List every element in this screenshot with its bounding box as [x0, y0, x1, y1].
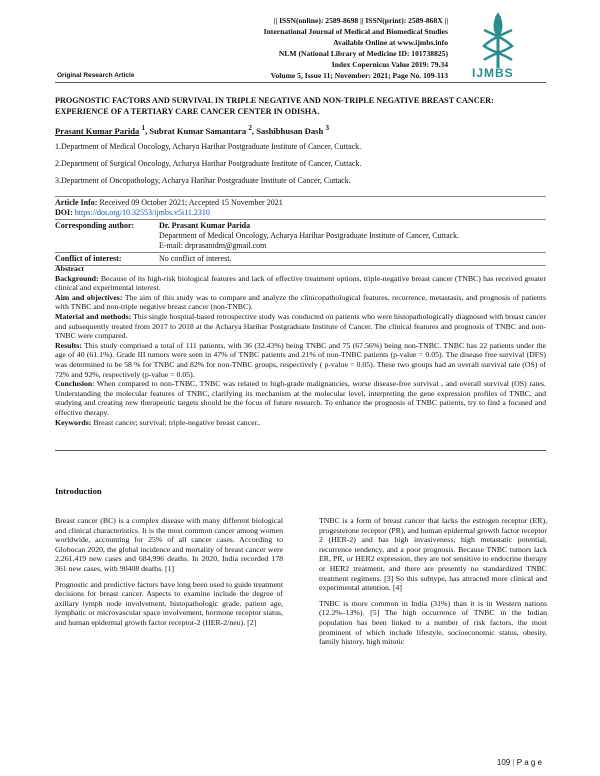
paper-title: PROGNOSTIC FACTORS AND SURVIVAL IN TRIPLE NEGATIVE AND NON-TRIPLE NEGATIVE BREAST CANCER: EXPERIENCE OF A TERTIARY CARE CANCER CENTER IN ODISHA. — [55, 96, 494, 116]
intro-right-column — [319, 516, 547, 653]
journal-name: International Journal of Medical and Biomedical Studies — [263, 27, 448, 36]
corresponding-author-row: Corresponding author: Dr. Prasant Kumar Parida Department of Medical Oncology, Acharya Harihar Postgraduate Institute of Cancer, Cuttack. E-mail: drprasantdm@gmail.com — [55, 221, 460, 250]
author-3-sup: 3 — [325, 124, 330, 132]
paragraph: TNBC is more common in India (31%) than it is in Western nations (12.2%–13%). [5] The high occurrence of TNBC in the Indian population has been linked to a number of risk factors, the most prominent of which include lifestyle, socioeconomic status, obesity, family history, high mitotic — [319, 598, 547, 647]
article-info-block — [55, 195, 546, 267]
section-heading-introduction: Introduction — [55, 486, 102, 496]
info-divider-top — [55, 196, 546, 197]
author-email[interactable]: E-mail: drprasantdm@gmail.com — [159, 241, 267, 250]
info-divider — [55, 219, 546, 220]
author-list — [55, 124, 546, 136]
volume-info: Volume 5, Issue 11; November: 2021; Page No. 109-113 — [270, 71, 448, 80]
issn-line: || ISSN(online): 2589-8698 || ISSN(print): 2589-868X || — [273, 16, 448, 25]
doi-line: DOI: https://doi.org/10.32553/ijmbs.v5i11.2310 — [55, 208, 210, 217]
index-value: Index Copernicus Value 2019: 79.34 — [331, 60, 448, 69]
page-number: 109 | P a g e — [496, 758, 542, 767]
nlm-id: NLM (National Library of Medicine ID: 101738825) — [278, 49, 448, 58]
article-type: Original Research Article — [57, 72, 135, 79]
paragraph: TNBC is a form of breast cancer that lacks the estrogen receptor (ER), progesterone receptor (PR), and human epidermal growth factor receptor 2 (HER-2) and has high invasiveness, high metastatic potential, recurrence tendency, and a poor prognosis. Because TNBC tumors lack ER, PR, or HER2 expression, they are not sensitive to endocrine therapy or HER2 treatment, and there are presently no standardized TNBC treatment regimens. [3] So this subtype, has attracted more clinical and experimental attention. [4] — [319, 516, 547, 593]
abstract-keywords: Keywords: Breast cancer; survival; triple-negative breast cancer.. — [55, 417, 261, 427]
online-url[interactable]: Available Online at www.ijmbs.info — [333, 38, 448, 47]
received-line: Article Info: Received 09 October 2021; Accepted 15 November 2021 — [55, 198, 283, 207]
abstract-aim: Aim and objectives: The aim of this study was to compare and analyze the clinicopathological features, recurrence, metastasis, and prognosis of patients with TNBC and non-triple negative breast cancer (non-TNBC). — [55, 292, 546, 312]
author-2: , Subrat Kumar Samantara — [145, 125, 247, 136]
paragraph: Breast cancer (BC) is a complex disease with many different biological and clinical characteristics. It is the most common cancer among women worldwide, accounting for 25% of all cancer cases. According to Globocan 2020, the global incidence and mortality of breast cancer were 2,261,419 new cases and 684,996 deaths. In 2020, India recorded 178 361 new cases, with 90408 deaths. [1] — [55, 516, 283, 573]
paragraph: Prognostic and predictive factors have long been used to guide treatment decisions for breast cancer. Aspects to examine include the degree of axillary lymph node involvement, histopathologic grade, patient age, lymphatic or microvascular space involvement, hormone receptor status, and human epidermal growth factor receptor-2 (HER-2/neu). [2] — [55, 579, 283, 627]
journal-header — [148, 15, 448, 81]
conflict-row: Conflict of interest: No conflict of interest. — [55, 254, 232, 263]
abstract-methods: Material and methods: This single hospital-based retrospective study was conducted on patients who were histopathologically diagnosed with breast cancer and subsequently treated from 2017 to 2018 at the Acharya Harihar Postgraduate Institute of Cancer. The clinical features and prognosis of TNBC and non-TNBC were compared. — [55, 311, 546, 341]
abstract-heading: Abstract — [55, 264, 85, 273]
info-divider-2 — [55, 252, 546, 253]
journal-logo-icon — [462, 8, 534, 72]
abstract-results: Results: This study comprised a total of 111 patients, with 36 (32.43%) being TNBC and 75 (67.56%) being non-TNBC. TNBC has 22 patients under the age of 40 (61.1%). Grade III tumors were seen in 47% of TNBC patients and 21% of non-TNBC patients (p-value = 0.05). The disease free survival (DFS) was determined to be 58 % for TNBC and 82% for non-TNBC groups, respectively ( p-value = 0.05). These two groups had an overall survival rate (OS) of 72% and 92%, respectively (p-value = 0.05). — [55, 340, 546, 379]
doi-link[interactable]: https://doi.org/10.32553/ijmbs.v5i11.2310 — [74, 208, 210, 217]
abstract-background: Background: Because of its high-risk biological features and lack of effective treatment options, triple-negative breast cancer (TNBC) has received greater clinical and experimental interest. — [55, 273, 546, 293]
author-1: Prasant Kumar Parida — [55, 125, 140, 136]
logo-text: IJMBS — [472, 66, 514, 80]
abstract-divider — [55, 450, 546, 451]
author-3: , Sashibhusan Dash — [251, 125, 324, 136]
affiliation-3: 3.Department of Oncopathology, Acharya Harihar Postgraduate Institute of Cancer, Cuttack. — [55, 176, 351, 185]
affiliation-2: 2.Department of Surgical Oncology, Acharya Harihar Postgraduate Institute of Cancer, Cuttack. — [55, 159, 362, 168]
author-2-sup: 2 — [248, 124, 252, 132]
header-divider — [55, 82, 546, 83]
intro-left-column — [55, 516, 283, 634]
abstract-section — [55, 264, 546, 427]
affiliation-1: 1.Department of Medical Oncology, Acharya Harihar Postgraduate Institute of Cancer, Cuttack. — [55, 142, 362, 151]
abstract-conclusion: Conclusion: When compared to non-TNBC, TNBC was related to high-grade malignancies, worse disease-free survival , and overall survival (OS) rates. Understanding the molecular features of TNBC, clarifying its mechanism at the molecular level, interpreting the gene expression profiles of TNBC, and studying and creating new therapeutic targets should be the focus of future research. To enhance the prognosis of TNBC patients, try to find a focused and effective therapy. — [55, 379, 546, 417]
author-1-sup: 1 — [141, 124, 146, 132]
